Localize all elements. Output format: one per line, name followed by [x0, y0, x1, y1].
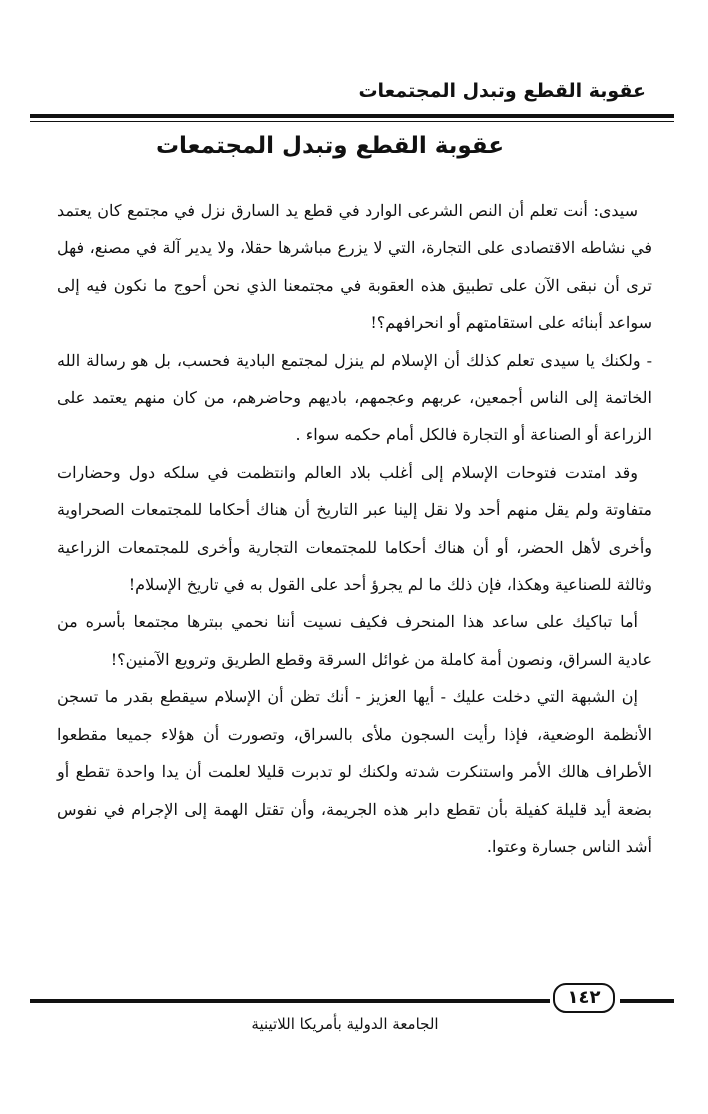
paragraph-1: سيدى: أنت تعلم أن النص الشرعى الوارد في قطع يد السارق نزل في مجتمع كان يعتمد في نشاطه الاقتصادى على التجارة، التي لا يزرع مباشرها حقلا، ولا يدير آلة في مصنع، فهل ترى أن نبقى الآن على تطبيق هذه العقوبة في مجتمعنا الذي نحن أحوج ما نكون فيه إلى سواعد أبنائه على استقامتهم أو انحرافهم؟!: [57, 201, 652, 333]
paragraph-5: إن الشبهة التي دخلت عليك - أيها العزيز - أنك تظن أن الإسلام سيقطع بقدر ما تسجن الأنظمة الوضعية، فإذا رأيت السجون ملأى بالسراق، وتصورت أن هؤلاء جميعا مقطعوا الأطراف هالك الأمر واستنكرت شدته ولكنك لو تدبرت قليلا لعلمت أن يدا واحدة تقطع أو بضعة أيد قليلة كفيلة بأن تقطع دابر هذه الجريمة، وأن تقتل الهمة إلى الإجرام في نفوس أشد الناس جسارة وعتوا.: [57, 687, 652, 856]
header-rule: [30, 114, 674, 118]
paragraph-3: وقد امتدت فتوحات الإسلام إلى أغلب بلاد العالم وانتظمت في سلكه دول وحضارات متفاوتة ولم يقل منهم أحد ولا نقل إلينا عبر التاريخ أن هناك أحكاما للمجتمعات الصحراوية وأخرى لأهل الحضر، أو أن هناك أحكاما للمجتمعات التجارية وأخرى للمجتمعات الزراعية وثالثة للصناعية وهكذا، فإن ذلك ما لم يجرؤ أحد على القول به في تاريخ الإسلام!: [57, 462, 652, 595]
paragraph-4: أما تباكيك على ساعد هذا المنحرف فكيف نسيت أننا نحمي ببترها مجتمعا بأسره من عادية السراق، ونصون أمة كاملة من غوائل السرقة وقطع الطريق وترويع الآمنين؟!: [57, 612, 652, 669]
paragraph-2: - ولكنك يا سيدى تعلم كذلك أن الإسلام لم ينزل لمجتمع البادية فحسب، بل هو رسالة الله الخاتمة إلى الناس أجمعين، عربهم وعجمهم، باديهم وحاضرهم، من كان منهم يعتمد على الزراعة أو الصناعة أو التجارة فالكل أمام حكمه سواء .: [57, 350, 652, 445]
footer-rule-left: [30, 999, 550, 1003]
footer-rule-right: [620, 999, 674, 1003]
publisher-name: الجامعة الدولية بأمريكا اللاتينية: [251, 1015, 439, 1033]
chapter-title: عقوبة القطع وتبدل المجتمعات: [155, 133, 505, 159]
page-number: ١٤٢: [553, 983, 615, 1013]
running-header: عقوبة القطع وتبدل المجتمعات: [358, 80, 646, 102]
body-text: [57, 192, 652, 865]
